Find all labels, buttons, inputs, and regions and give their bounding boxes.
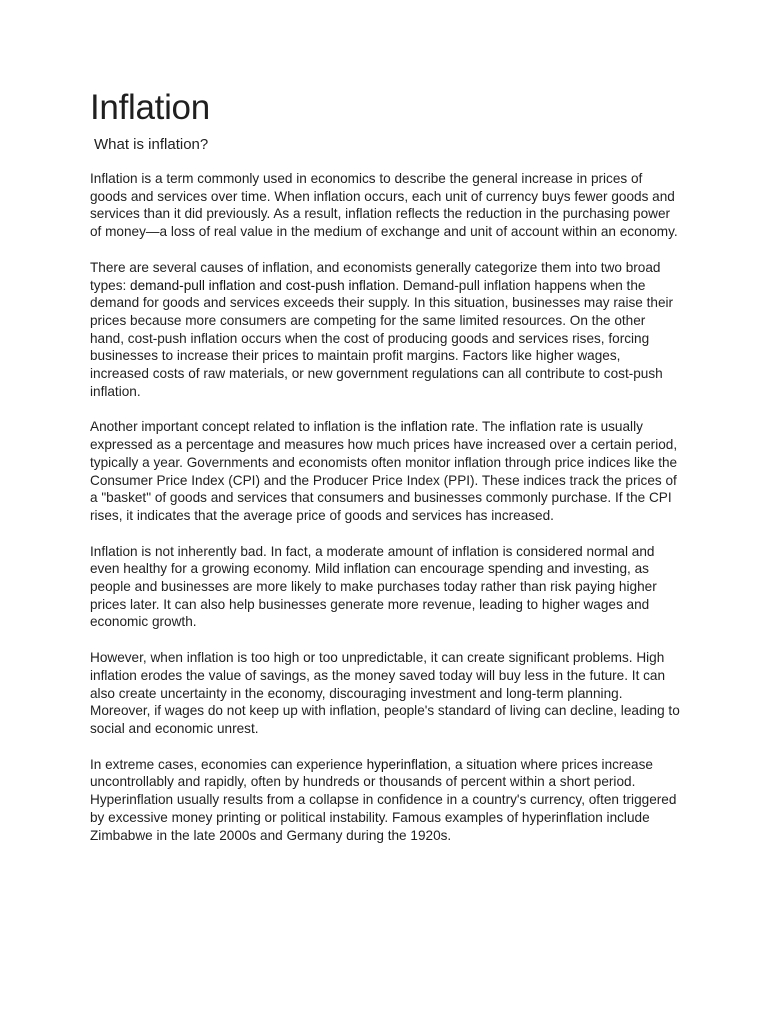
paragraph-text: In extreme cases, economies can experience [90,756,367,772]
paragraph-hyperinflation [90,756,682,845]
paragraph-text: , a situation where prices increase uncontrollably and rapidly, often by hundreds or thousands of percent within a short period. Hyperinflation usually results from a collapse in confidence in a country's currency, often triggered by excessive money printing or political instability. Famous examples of hyperinflation include Zimbabwe in the late 2000s and Germany during the 1920s. [90,756,677,843]
paragraph-high-inflation: However, when inflation is too high or too unpredictable, it can create significant problems. High inflation erodes the value of savings, as the money saved today will buy less in the future. It can also create uncertainty in the economy, discouraging investment and long-term planning. Moreover, if wages do not keep up with inflation, people's standard of living can decline, leading to social and economic unrest. [90,650,680,736]
term-cost-push-inflation: cost-push inflation [285,277,396,293]
paragraph-text: and [255,277,286,293]
paragraph-text: Another important concept related to inflation is the [90,419,401,435]
paragraph-inflation-rate [90,418,682,524]
paragraph-text: . Demand-pull inflation happens when the demand for goods and services exceeds their supply. In this situation, businesses may raise their prices because more consumers are competing for the same limited resources. On the other hand, cost-push inflation occurs when the cost of producing goods and services rises, forcing businesses to increase their prices to maintain profit margins. Factors like higher wages, increased costs of raw materials, or new government regulations can all contribute to cost-push inflation. [90,277,674,399]
term-hyperinflation: hyperinflation [366,756,448,772]
paragraph-moderate-inflation: Inflation is not inherently bad. In fact, a moderate amount of inflation is considered normal and even healthy for a growing economy. Mild inflation can encourage spending and investing, as people and businesses are more likely to make purchases today rather than risk paying higher prices later. It can also help businesses generate more revenue, leading to higher wages and economic growth. [90,543,657,630]
paragraph-text: There are several causes of inflation, and economists generally categorize them into two broad types: [90,259,661,293]
paragraph-causes [90,259,682,401]
document-subtitle: What is inflation? [94,136,209,153]
term-demand-pull-inflation: demand-pull inflation [130,277,256,293]
document-title: Inflation [90,88,210,127]
paragraph-definition: Inflation is a term commonly used in economics to describe the general increase in prices of goods and services over time. When inflation occurs, each unit of currency buys fewer goods and services than it did previously. As a result, inflation reflects the reduction in the purchasing power of money—a loss of real value in the medium of exchange and unit of account within an economy. [90,171,678,240]
term-inflation-rate: inflation rate [400,419,475,435]
document-page [90,88,682,844]
paragraph-text: . The inflation rate is usually expressed as a percentage and measures how much prices have increased over a certain period, typically a year. Governments and economists often monitor inflation through price indices like the Consumer Price Index (CPI) and the Producer Price Index (PPI). These indices track the prices of a "basket" of goods and services that consumers and businesses commonly purchase. If the CPI rises, it indicates that the average price of goods and services has increased. [90,419,678,523]
